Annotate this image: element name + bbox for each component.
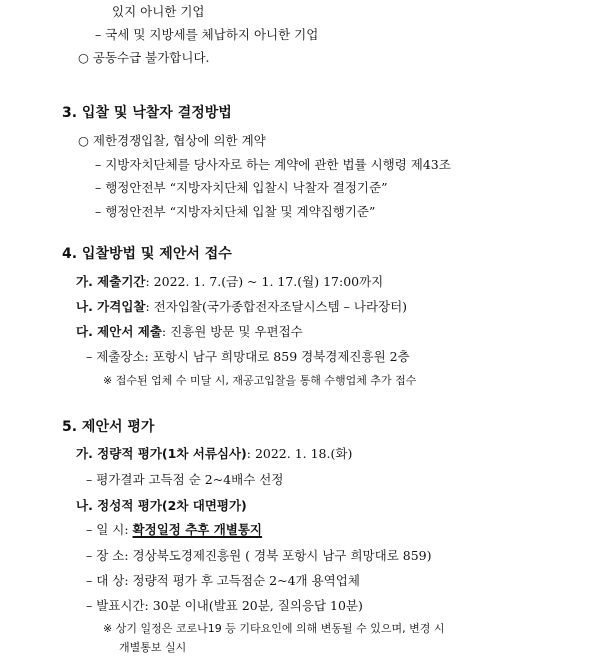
note-line: ※ 상기 일정은 코로나19 등 기타요인에 의해 변동될 수 있으며, 변경 시 xyxy=(103,622,445,635)
item-label: 가. 제출기간 xyxy=(76,274,146,289)
text-line xyxy=(76,446,352,462)
item-label: 나. 가격입찰 xyxy=(76,299,146,314)
text-line xyxy=(76,274,383,290)
section-heading: 5. 제안서 평가 xyxy=(62,419,155,435)
item-value: : 진흥원 방문 및 우편접수 xyxy=(161,324,303,339)
text-line: – 국세 및 지방세를 체납하지 아니한 기업 xyxy=(95,27,319,42)
item-label: 가. 정량적 평가(1차 서류심사) xyxy=(76,446,247,461)
text-line: – 장 소: 경상북도경제진흥원 ( 경북 포항시 남구 희망대로 859) xyxy=(86,548,432,563)
item-prefix: – 일 시: xyxy=(86,522,133,537)
text-line xyxy=(86,522,262,538)
section-heading: 4. 입찰방법 및 제안서 접수 xyxy=(62,246,232,262)
text-line: – 행정안전부 “지방자치단체 입찰시 낙찰자 결정기준” xyxy=(95,180,388,195)
text-line: 있지 아니한 기업 xyxy=(112,4,205,19)
item-value: : 2022. 1. 18.(화) xyxy=(246,446,353,461)
text-line xyxy=(76,324,303,340)
emphasis-text: 확정일정 추후 개별통지 xyxy=(132,522,263,537)
text-line: – 대 상: 정량적 평가 후 고득점순 2~4개 용역업체 xyxy=(86,573,360,588)
item-value: : 2022. 1. 7.(금) ~ 1. 17.(월) 17:00까지 xyxy=(145,274,384,289)
note-line: ※ 접수된 업체 수 미달 시, 재공고입찰을 통해 수행업체 추가 접수 xyxy=(103,374,417,387)
text-line: – 발표시간: 30분 이내(발표 20분, 질의응답 10분) xyxy=(86,598,363,613)
text-line xyxy=(76,299,407,315)
text-line: ○ 제한경쟁입찰, 협상에 의한 계약 xyxy=(78,133,266,148)
item-label: 나. 정성적 평가(2차 대면평가) xyxy=(76,498,247,513)
text-line: – 평가결과 고득점 순 2~4배수 선정 xyxy=(86,472,284,487)
text-line: ○ 공동수급 불가합니다. xyxy=(78,50,210,65)
section-heading: 3. 입찰 및 낙찰자 결정방법 xyxy=(62,105,232,121)
item-label: 다. 제안서 제출 xyxy=(76,324,162,339)
item-value: : 전자입찰(국가종합전자조달시스템 – 나라장터) xyxy=(145,299,408,314)
note-line: 개별통보 실시 xyxy=(119,641,187,654)
text-line: – 지방자치단체를 당사자로 하는 계약에 관한 법률 시행령 제43조 xyxy=(95,157,451,172)
text-line: – 행정안전부 “지방자치단체 입찰 및 계약집행기준” xyxy=(95,204,376,219)
text-line: – 제출장소: 포항시 남구 희망대로 859 경북경제진흥원 2층 xyxy=(86,349,410,364)
